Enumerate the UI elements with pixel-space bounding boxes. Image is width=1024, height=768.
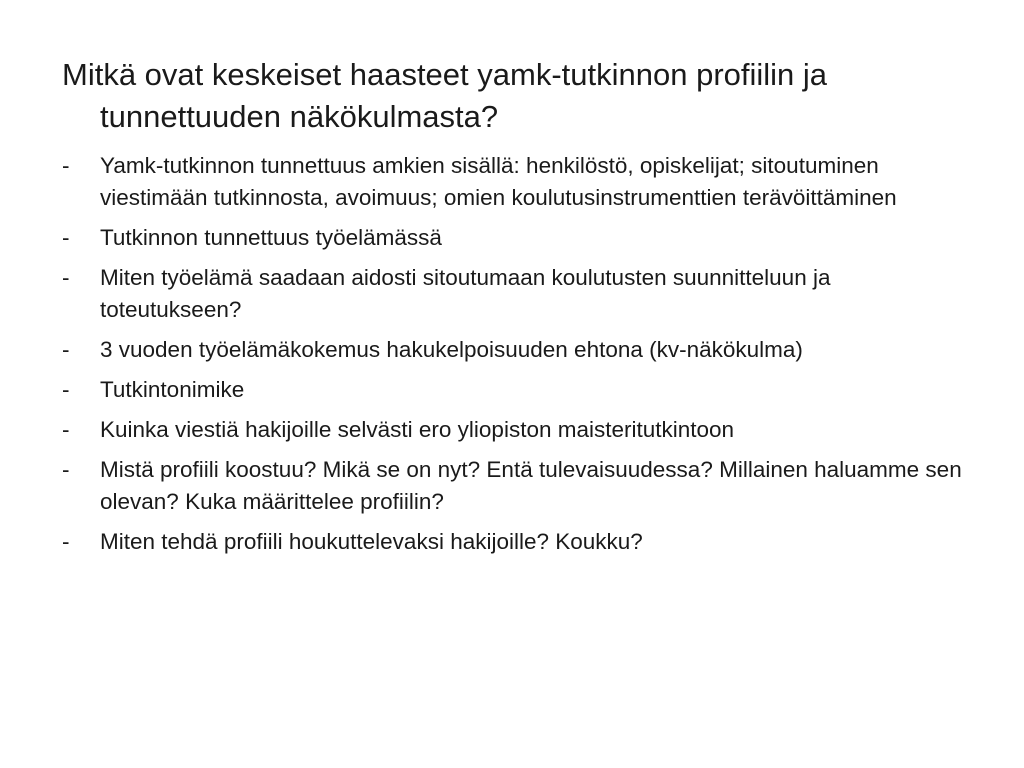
bullet-dash: - [62, 337, 70, 362]
slide-heading: Mitkä ovat keskeiset haasteet yamk-tutkinnon profiilin ja tunnettuuden näkökulmasta? [62, 57, 828, 134]
bullet-dash: - [62, 529, 70, 554]
bullet-item [62, 374, 962, 406]
bullet-dash: - [62, 457, 70, 482]
bullet-item [62, 414, 962, 446]
bullet-text: Kuinka viestiä hakijoille selvästi ero yliopiston maisteritutkintoon [100, 417, 735, 442]
bullet-item [62, 222, 962, 254]
bullet-dash: - [62, 153, 70, 178]
bullet-text: Miten työelämä saadaan aidosti sitoutumaan koulutusten suunnitteluun ja toteutukseen? [100, 265, 831, 322]
bullet-text: Tutkintonimike [100, 377, 245, 402]
bullet-item [62, 334, 962, 366]
bullet-list [62, 150, 962, 566]
bullet-item [62, 150, 962, 214]
bullet-item [62, 526, 962, 558]
bullet-dash: - [62, 265, 70, 290]
bullet-item [62, 262, 962, 326]
bullet-dash: - [62, 377, 70, 402]
bullet-dash: - [62, 417, 70, 442]
bullet-dash: - [62, 225, 70, 250]
bullet-text: Tutkinnon tunnettuus työelämässä [100, 225, 442, 250]
bullet-text: Miten tehdä profiili houkuttelevaksi hakijoille? Koukku? [100, 529, 643, 554]
bullet-item [62, 454, 962, 518]
bullet-text: 3 vuoden työelämäkokemus hakukelpoisuuden ehtona (kv-näkökulma) [100, 337, 803, 362]
bullet-text: Yamk-tutkinnon tunnettuus amkien sisällä: henkilöstö, opiskelijat; sitoutuminen viestimään tutkinnosta, avoimuus; omien koulutusinstrumenttien terävöittäminen [100, 153, 897, 210]
bullet-text: Mistä profiili koostuu? Mikä se on nyt? Entä tulevaisuudessa? Millainen haluamme sen olevan? Kuka määrittelee profiilin? [100, 457, 962, 514]
